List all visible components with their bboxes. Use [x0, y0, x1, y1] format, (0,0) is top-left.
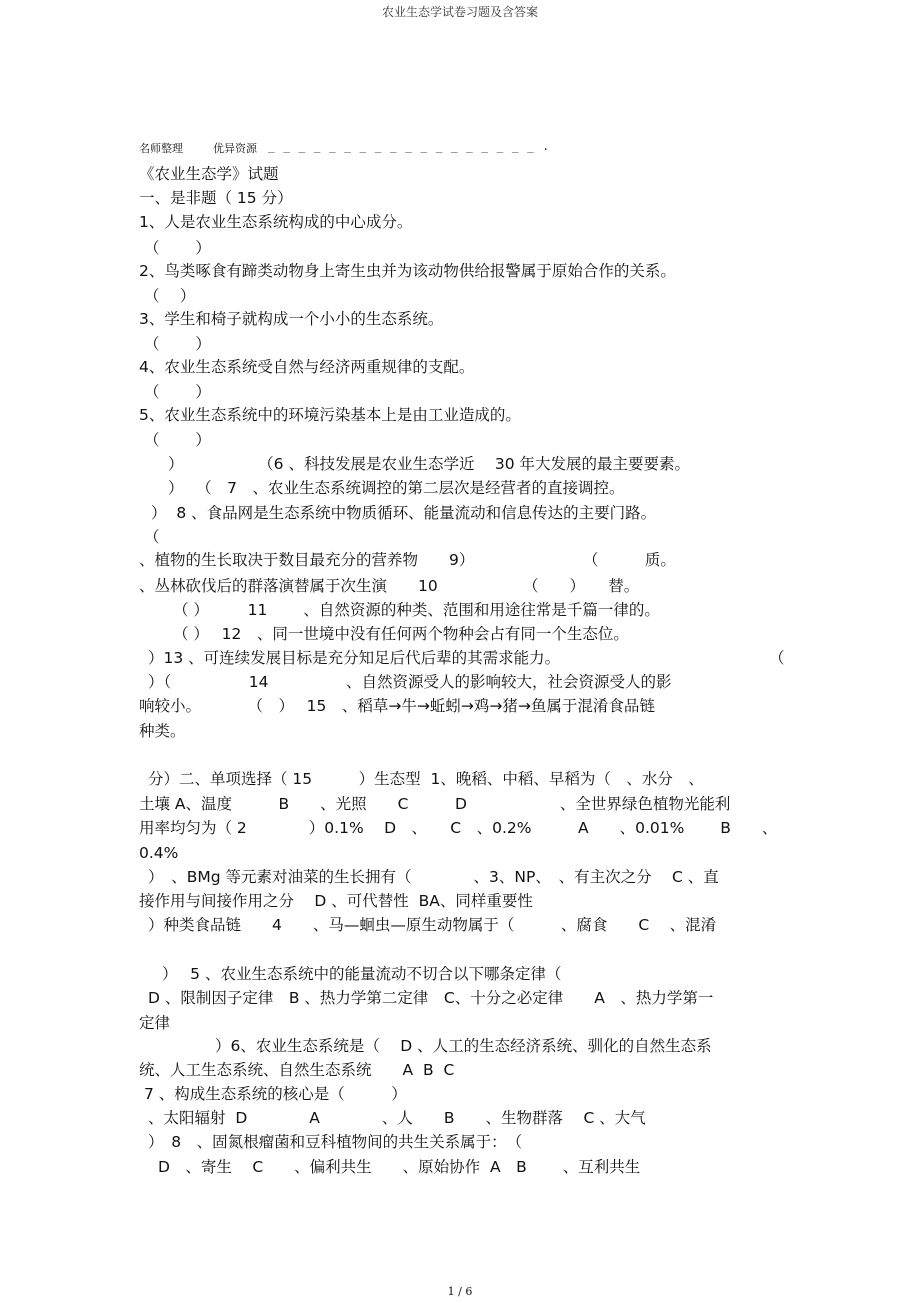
- text-line: ）6、农业生态系统是（ D 、人工的生态经济系统、驯化的自然生态系: [215, 1037, 712, 1055]
- text-line: 0.4%: [139, 844, 179, 862]
- text-line: ） 、BMg 等元素对油菜的生长拥有（ 、3、NP、 、有主次之分 C 、直: [148, 868, 719, 886]
- text-line: （ ）: [144, 239, 211, 257]
- byline-author-label: 名师整理: [139, 142, 183, 155]
- text-line: （ ）: [144, 335, 211, 353]
- text-line: 1、人是农业生态系统构成的中心成分。: [139, 213, 413, 231]
- text-line: 分）二、单项选择（ 15 ）生态型 1、晚稻、中稻、早稻为（ 、水分 、: [148, 770, 704, 788]
- text-line: ）种类食品链 4 、马—蛔虫—原生动物属于（ 、腐食 C 、混淆: [148, 916, 717, 934]
- text-line: 用率均匀为（ 2 ）0.1% D 、 C 、0.2% A 、0.01% B 、: [139, 819, 778, 837]
- text-line: （ ）: [144, 431, 211, 449]
- text-line: （ ） 11 、自然资源的种类、范围和用途往常是千篇一律的。: [173, 601, 660, 619]
- text-line: D 、限制因子定律 B 、热力学第二定律 C、十分之必定律 A 、热力学第一: [148, 989, 714, 1007]
- section-heading-true-false: 一、是非题（ 15 分）: [139, 189, 293, 207]
- text-line: ） 8 、食品网是生态系统中物质循环、能量流动和信息传达的主要门路。: [151, 504, 657, 522]
- text-line: 2、鸟类啄食有蹄类动物身上寄生虫并为该动物供给报警属于原始合作的关系。: [139, 262, 676, 280]
- byline-resource-label: 优异资源: [213, 142, 257, 155]
- text-line: 响较小。 （ ） 15 、稻草→牛→蚯蚓→鸡→猪→鱼属于混淆食品链: [139, 697, 655, 715]
- text-line: （ ）: [144, 287, 196, 305]
- text-line: D 、寄生 C 、偏利共生 、原始协作 A B 、互利共生: [158, 1158, 641, 1176]
- text-line: （: [769, 649, 785, 667]
- text-line: （: [144, 528, 160, 546]
- text-line: 接作用与间接作用之分 D 、可代替性 BA、同样重要性: [139, 892, 533, 910]
- document-header-title: 农业生态学试卷习题及含答案: [381, 5, 538, 19]
- text-line: 土壤 A、温度 B 、光照 C D 、全世界绿色植物光能利: [139, 795, 731, 813]
- text-line: 7 、构成生态系统的核心是（ ）: [144, 1085, 407, 1103]
- text-line: 统、人工生态系统、自然生态系统 A B C: [139, 1061, 455, 1079]
- text-line: 、丛林砍伐后的群落演替属于次生演 10 （ ） 替。: [139, 577, 640, 595]
- text-line: ）13 、可连续发展目标是充分知足后代后辈的其需求能力。: [148, 649, 561, 667]
- page-number: 1 / 6: [447, 1285, 473, 1298]
- text-line: ）（ 14 、自然资源受人的影响较大，社会资源受人的影: [148, 673, 672, 691]
- text-line: ） （ 7 、农业生态系统调控的第二层次是经营者的直接调控。: [168, 479, 625, 497]
- text-line: 种类。: [139, 722, 186, 740]
- text-line: 、太阳辐射 D A 、人 B 、生物群落 C 、大气: [148, 1109, 646, 1127]
- document-title: 《农业生态学》试题: [139, 165, 279, 183]
- text-line: 定律: [139, 1014, 171, 1032]
- text-line: 5、农业生态系统中的环境污染基本上是由工业造成的。: [139, 406, 521, 424]
- byline-dashes: _ _ _ _ _ _ _ _ _ _ _ _ _ _ _ _ _ _ .: [268, 140, 551, 153]
- text-line: ） （6 、科技发展是农业生态学近 30 年大发展的最主要要素。: [168, 455, 691, 473]
- text-line: 3、学生和椅子就构成一个小小的生态系统。: [139, 310, 444, 328]
- text-line: ） 8 、固氮根瘤菌和豆科植物间的共生关系属于： （: [148, 1133, 523, 1151]
- text-line: 、植物的生长取决于数目最充分的营养物 9） （ 质。: [139, 551, 676, 569]
- text-line: ） 5 、农业生态系统中的能量流动不切合以下哪条定律（: [162, 965, 562, 983]
- text-line: （ ） 12 、同一世境中没有任何两个物种会占有同一个生态位。: [173, 625, 629, 643]
- text-line: 4、农业生态系统受自然与经济两重规律的支配。: [139, 358, 475, 376]
- text-line: （ ）: [144, 383, 211, 401]
